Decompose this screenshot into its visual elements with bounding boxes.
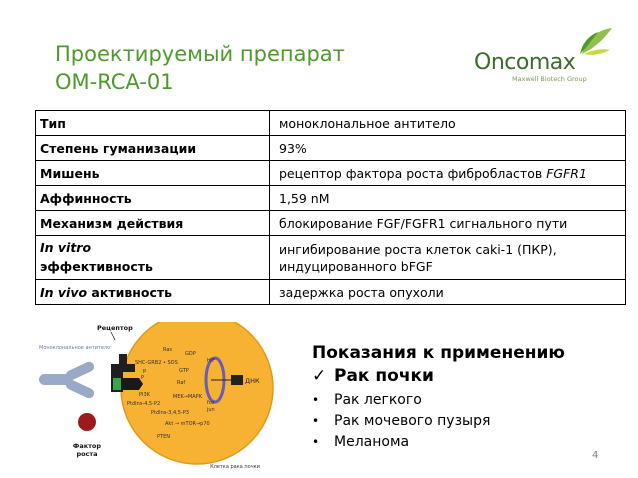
spec-key-in-vitro-term: In vitro: [40, 240, 92, 255]
growth-factor-label-2: роста: [76, 450, 98, 458]
receptor-membrane: [113, 378, 121, 390]
spec-key-in-vivo: [36, 280, 270, 305]
receptor-kinase: [121, 378, 143, 390]
slide-title: [55, 40, 345, 96]
table-row: [36, 280, 626, 305]
indication-label: Меланома: [334, 434, 410, 450]
spec-table: [35, 110, 626, 305]
indications-block: [312, 343, 565, 453]
spec-value-in-vitro: [270, 236, 626, 280]
spec-key-type: Тип: [36, 111, 270, 136]
antibody-shape: [39, 360, 96, 400]
checkmark-icon: ✓: [312, 366, 327, 386]
dna-label: ДНК: [245, 377, 260, 385]
mechanism-diagram: [35, 322, 307, 472]
list-item: [312, 432, 565, 453]
table-row: [36, 111, 626, 136]
spec-value-target-gene: FGFR1: [546, 165, 587, 181]
indication-label: Рак легкого: [334, 392, 422, 408]
spec-key-in-vivo-term: In vivo: [40, 284, 88, 300]
receptor-label: Рецептор: [97, 324, 133, 332]
table-row: [36, 186, 626, 211]
label-ras: Ras: [163, 347, 173, 353]
label-pi3k: PI3K: [139, 392, 150, 398]
label-pten: PTEN: [157, 434, 170, 440]
butterfly-icon: [578, 26, 614, 58]
spec-value-mechanism: блокирование FGF/FGFR1 сигнального пути: [270, 211, 626, 236]
receptor-pointer: [111, 332, 115, 340]
list-item: [312, 390, 565, 411]
cell-caption: Клетка рака почки: [210, 464, 260, 470]
growth-factor-ball: [78, 413, 96, 431]
label-hif: HIF: [207, 358, 216, 364]
antibody-label: Моноклональное антитело: [39, 345, 111, 351]
label-mek: MEK→MAPK: [173, 394, 202, 400]
label-shc: SHC-GRB2 • SOS: [135, 360, 178, 366]
label-pip2: PtdIns-4,5-P2: [127, 401, 161, 407]
slide-title-line2: OM-RCA-01: [55, 70, 174, 94]
spec-key-in-vivo-word: активность: [87, 284, 173, 300]
spec-value-affinity: 1,59 nM: [270, 186, 626, 211]
dna-marker: [231, 375, 243, 385]
table-row: [36, 236, 626, 280]
label-akt: Akt → mTOR→p70: [165, 421, 210, 427]
spec-value-in-vivo: задержка роста опухоли: [270, 280, 626, 305]
growth-factor-label-1: Фактор: [72, 442, 102, 450]
spec-value-in-vitro-line1: ингибирование роста клеток caki-1 (ПКР),: [279, 241, 557, 257]
logo-brand: Oncomax: [474, 50, 576, 75]
spec-key-in-vitro: [36, 236, 270, 280]
logo-subtitle: Maxwell Biotech Group: [512, 75, 587, 83]
label-pip3: PtdIns-3,4,5-P3: [151, 410, 189, 416]
label-p2: P: [141, 375, 145, 381]
list-item: [312, 411, 565, 432]
spec-key-affinity: Аффинность: [36, 186, 270, 211]
spec-value-target: [270, 161, 626, 186]
table-row: [36, 161, 626, 186]
spec-value-in-vitro-line2: индуцированного bFGF: [279, 258, 433, 274]
spec-value-type: моноклональное антитело: [270, 111, 626, 136]
bullet-icon: •: [312, 414, 320, 428]
label-raf: Raf: [177, 380, 186, 386]
label-jun: jun: [207, 407, 215, 413]
oncomax-logo: [474, 26, 614, 86]
page-number: 4: [592, 450, 599, 461]
spec-value-humanization: 93%: [270, 136, 626, 161]
spec-value-target-text: рецептор фактора роста фибробластов: [279, 165, 547, 181]
spec-key-in-vitro-word: эффективность: [40, 259, 153, 274]
indication-main-label: Рак почки: [334, 366, 434, 386]
spec-key-mechanism: Механизм действия: [36, 211, 270, 236]
indication-label: Рак мочевого пузыря: [334, 413, 491, 429]
indications-title: Показания к применению: [312, 343, 565, 363]
label-fos: fos: [207, 400, 215, 406]
bullet-icon: •: [312, 435, 320, 449]
table-row: [36, 136, 626, 161]
bullet-icon: •: [312, 393, 320, 407]
label-p1: P: [143, 369, 147, 375]
spec-key-humanization: Степень гуманизации: [36, 136, 270, 161]
indication-main: [312, 366, 565, 386]
slide-title-line1: Проектируемый препарат: [55, 42, 345, 66]
spec-key-target: Мишень: [36, 161, 270, 186]
label-gdp: GDP: [185, 351, 196, 357]
table-row: [36, 211, 626, 236]
label-gtp: GTP: [179, 368, 189, 374]
